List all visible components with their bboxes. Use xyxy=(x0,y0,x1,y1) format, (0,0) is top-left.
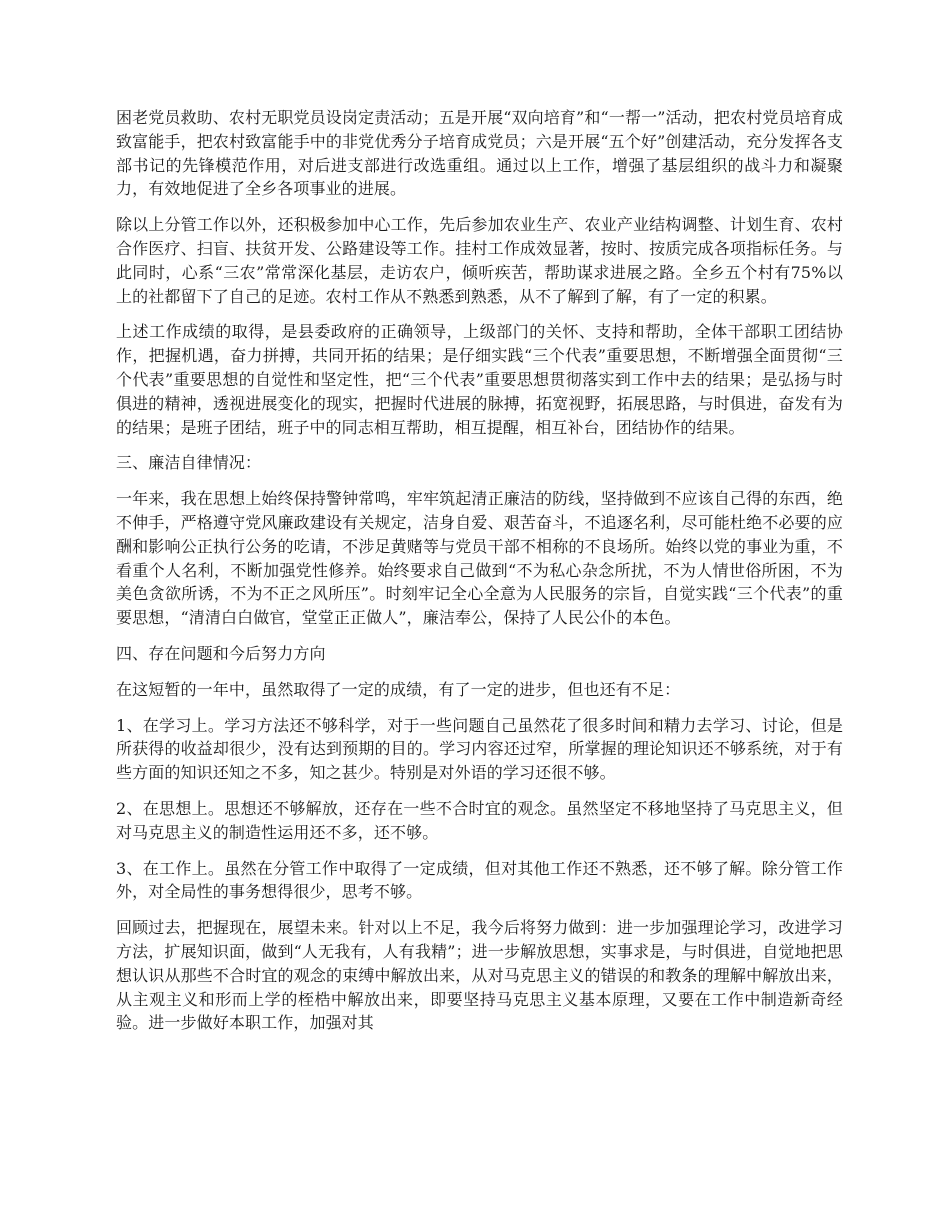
paragraph-integrity: 一年来，我在思想上始终保持警钟常鸣，牢牢筑起清正廉洁的防线，坚持做到不应该自己得的东西，绝不伸手，严格遵守党风廉政建设有关规定，洁身自爱、艰苦奋斗，不追逐名利，尽可能杜绝不必要的应酬和影响公正执行公务的吃请，不涉足黄赌等与党员干部不相称的不良场所。始终以党的事业为重，不看重个人名利，不断加强党性修养。始终要求自己做到“不为私心杂念所扰，不为人情世俗所困，不为美色贪欲所诱，不为不正之风所压”。时刻牢记全心全意为人民服务的宗旨，自觉实践“三个代表”的重要思想，“清清白白做官，堂堂正正做人”，廉洁奉公，保持了人民公仆的本色。 xyxy=(116,489,843,628)
heading-problems: 四、存在问题和今后努力方向 xyxy=(116,643,326,663)
paragraph-central-work: 除以上分管工作以外，还积极参加中心工作，先后参加农业生产、农业产业结构调整、计划生育、农村合作医疗、扫盲、扶贫开发、公路建设等工作。挂村工作成效显著，按时、按质完成各项指标任务。与此同时，心系“三农”常常深化基层，走访农户，倾听疾苦，帮助谋求进展之路。全乡五个村有75%以上的社都留下了自己的足迹。农村工作从不熟悉到熟悉，从不了解到了解，有了一定的积累。 xyxy=(116,215,843,306)
paragraph-problems-intro: 在这短暂的一年中，虽然取得了一定的成绩，有了一定的进步，但也还有不足： xyxy=(116,679,681,699)
list-item-study: 1、在学习上。学习方法还不够科学，对于一些问题自己虽然花了很多时间和精力去学习、讨论，但是所获得的收益却很少，没有达到预期的目的。学习内容还过窄，所掌握的理论知识还不够系统，对于有些方面的知识还知之不多，知之甚少。特别是对外语的学习还很不够。 xyxy=(116,715,843,783)
list-item-work: 3、在工作上。虽然在分管工作中取得了一定成绩，但对其他工作还不熟悉，还不够了解。除分管工作外，对全局性的事务想得很少，思考不够。 xyxy=(116,858,843,902)
paragraph-party-building: 困老党员救助、农村无职党员设岗定责活动；五是开展“双向培育”和“一帮一”活动，把农村党员培育成致富能手，把农村致富能手中的非党优秀分子培育成党员；六是开展“五个好”创建活动，充分发挥各支部书记的先锋模范作用，对后进支部进行改选重组。通过以上工作，增强了基层组织的战斗力和凝聚力，有效地促进了全乡各项事业的进展。 xyxy=(116,108,843,199)
heading-integrity: 三、廉洁自律情况： xyxy=(116,453,262,473)
paragraph-achievements: 上述工作成绩的取得，是县委政府的正确领导，上级部门的关怀、支持和帮助，全体干部职工团结协作，把握机遇，奋力拼搏，共同开拓的结果；是仔细实践“三个代表”重要思想，不断增强全面贯彻“三个代表”重要思想的自觉性和坚定性，把“三个代表”重要思想贯彻落实到工作中去的结果；是弘扬与时俱进的精神，透视进展变化的现实，把握时代进展的脉搏，拓宽视野，拓展思路，与时俱进，奋发有为的结果；是班子团结，班子中的同志相互帮助，相互提醒，相互补台，团结协作的结果。 xyxy=(116,322,843,437)
document-page xyxy=(116,106,843,1047)
list-item-thinking: 2、在思想上。思想还不够解放，还存在一些不合时宜的观念。虽然坚定不移地坚持了马克思主义，但对马克思主义的制造性运用还不多，还不够。 xyxy=(116,798,843,842)
paragraph-future: 回顾过去，把握现在，展望未来。针对以上不足，我今后将努力做到：进一步加强理论学习，改进学习方法，扩展知识面，做到“人无我有，人有我精”；进一步解放思想，实事求是，与时俱进，自觉地把思想认识从那些不合时宜的观念的束缚中解放出来，从对马克思主义的错误的和教条的理解中解放出来，从主观主义和形而上学的桎梏中解放出来，即要坚持马克思主义基本原理，又要在工作中制造新奇经验。进一步做好本职工作，加强对其 xyxy=(116,918,843,1033)
